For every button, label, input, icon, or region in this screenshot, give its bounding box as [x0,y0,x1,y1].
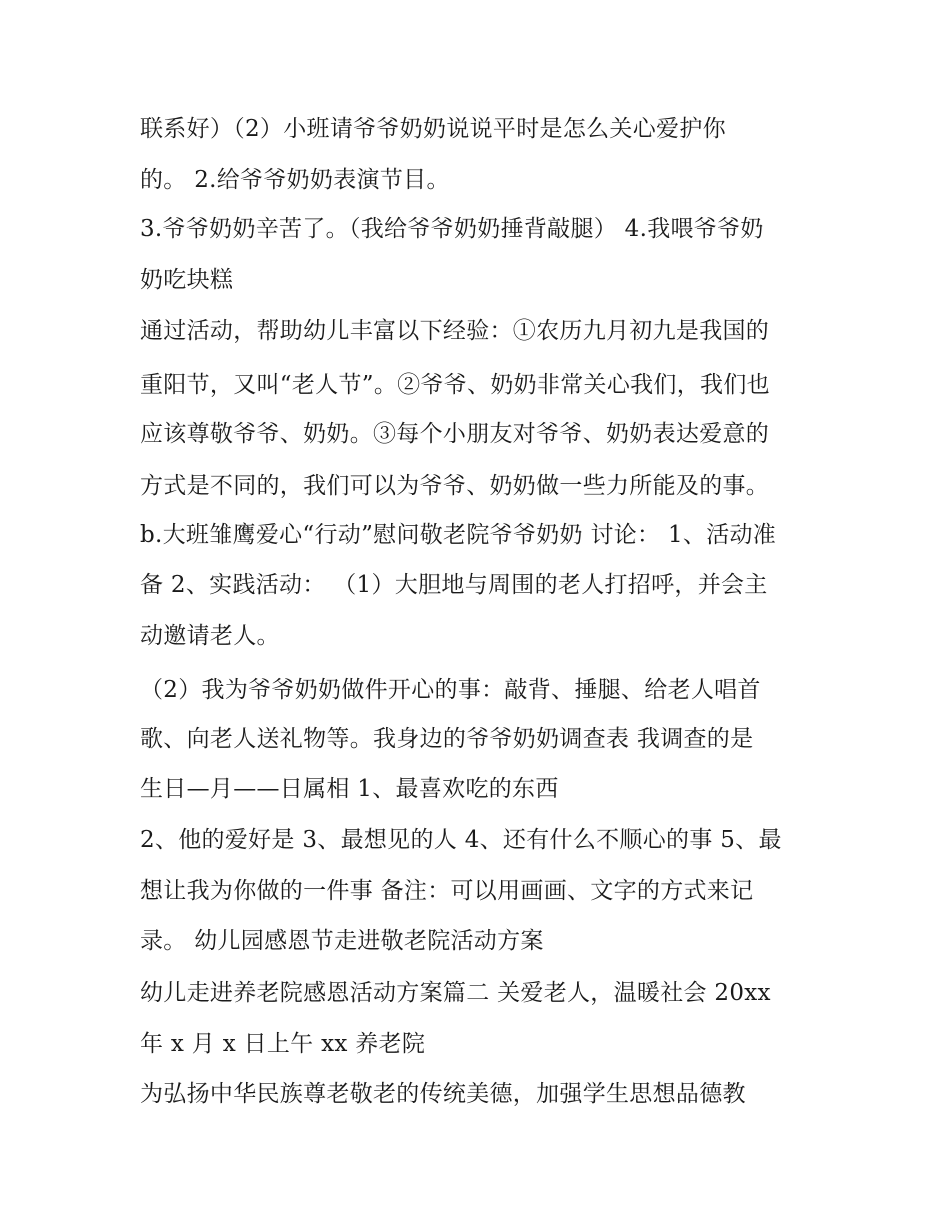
text-line: 的。 2.给爷爷奶奶表演节目。 [140,167,450,193]
text-line: 年 x 月 x 日上午 xx 养老院 [140,1031,426,1057]
text-line: 通过活动，帮助幼儿丰富以下经验：①农历九月初九是我国的 [140,318,770,344]
text-line: 录。 幼儿园感恩节走进敬老院活动方案 [140,928,544,954]
text-line: 幼儿走进养老院感恩活动方案篇二 关爱老人，温暖社会 20xx [140,980,771,1006]
text-line: 生日—月——日属相 1、最喜欢吃的东西 [140,776,559,802]
text-line: 应该尊敬爷爷、奶奶。③每个小朋友对爷爷、奶奶表达爱意的 [140,421,770,447]
text-line: b.大班雏鹰爱心“行动”慰问敬老院爷爷奶奶 讨论： 1、活动准 [140,522,777,548]
text-line: 联系好）（2）小班请爷爷奶奶说说平时是怎么关心爱护你 [140,116,726,142]
text-line: 动邀请老人。 [140,623,280,649]
text-line: （2）我为爷爷奶奶做件开心的事：敲背、捶腿、给老人唱首 [140,677,761,703]
text-line: 备 2、实践活动： （1）大胆地与周围的老人打招呼，并会主 [140,572,768,598]
text-line: 想让我为你做的一件事 备注：可以用画画、文字的方式来记 [140,878,754,904]
text-line: 方式是不同的，我们可以为爷爷、奶奶做一些力所能及的事。 [140,473,770,499]
text-line: 为弘扬中华民族尊老敬老的传统美德，加强学生思想品德教 [140,1081,746,1107]
text-line: 重阳节，又叫“老人节”。②爷爷、奶奶非常关心我们，我们也 [140,372,770,398]
text-line: 3.爷爷奶奶辛苦了。（我给爷爷奶奶捶背敲腿） 4.我喂爷爷奶 [140,216,764,242]
text-line: 2、他的爱好是 3、最想见的人 4、还有什么不顺心的事 5、最 [140,827,782,853]
text-line: 歌、向老人送礼物等。我身边的爷爷奶奶调查表 我调查的是 [140,726,754,752]
text-line: 奶吃块糕 [140,267,234,293]
